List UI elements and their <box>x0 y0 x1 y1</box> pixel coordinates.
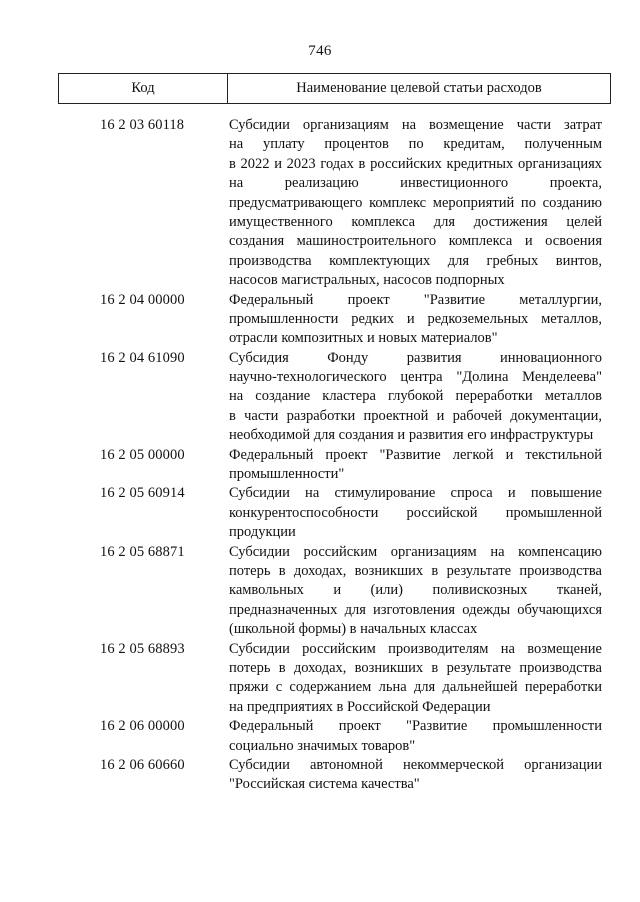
row-code: 16 2 05 68893 <box>100 640 185 657</box>
table-row <box>0 291 640 349</box>
page-number: 746 <box>308 43 332 59</box>
row-code: 16 2 04 00000 <box>100 291 185 308</box>
description-line: Субсидии на стимулирование спроса и повышение <box>229 485 602 502</box>
description-line: научно-технологического центра "Долина Менделеева" <box>229 369 602 386</box>
description-line: (школьной формы) в начальных классах <box>229 621 478 638</box>
description-line: в 2022 и 2023 годах в российских кредитных организациях <box>229 155 602 172</box>
description-line: конкурентоспособности российской промышленной <box>229 504 602 521</box>
row-description <box>229 116 602 291</box>
description-line: производства комплектующих для гребных винтов, <box>229 252 602 269</box>
description-line: имущественного комплекса для достижения целей <box>229 213 602 230</box>
description-line: Субсидия Фонду развития инновационного <box>229 349 602 366</box>
row-code: 16 2 04 61090 <box>100 349 185 366</box>
table-row <box>0 349 640 446</box>
row-description <box>229 291 602 349</box>
description-line: Федеральный проект "Развитие легкой и текстильной <box>229 446 602 463</box>
description-line: отрасли композитных и новых материалов" <box>229 330 498 347</box>
description-line: на реализацию инвестиционного проекта, <box>229 175 602 192</box>
description-line: предназначенных для изготовления одежды обучающихся <box>229 601 602 618</box>
row-description <box>229 349 602 446</box>
table-body <box>0 116 640 795</box>
row-description <box>229 484 602 542</box>
row-description <box>229 640 602 718</box>
description-line: "Российская система качества" <box>229 776 420 793</box>
row-code: 16 2 05 68871 <box>100 543 185 560</box>
description-line: на уплату процентов по кредитам, полученным <box>229 136 602 153</box>
description-line: Федеральный проект "Развитие металлургии, <box>229 291 602 308</box>
table-row <box>0 446 640 485</box>
description-line: предусматривающего комплекс мероприятий по созданию <box>229 194 602 211</box>
description-line: промышленности редких и редкоземельных металлов, <box>229 310 602 327</box>
description-line: потерь в доходах, возникших в результате производства <box>229 562 602 579</box>
table-row <box>0 116 640 291</box>
description-line: Субсидии российским организациям на компенсацию <box>229 543 602 560</box>
description-line: в части разработки проектной и рабочей документации, <box>229 407 602 424</box>
table-row <box>0 640 640 718</box>
description-line: Субсидии российским производителям на возмещение <box>229 640 602 657</box>
header-name-column: Наименование целевой статьи расходов <box>296 80 542 96</box>
description-line: необходимой для создания и развития его инфраструктуры <box>229 427 594 444</box>
description-line: создания машиностроительного комплекса и освоения <box>229 233 602 250</box>
row-description <box>229 717 602 756</box>
description-line: Субсидии организациям на возмещение части затрат <box>229 117 602 133</box>
description-line: насосов магистральных, насосов подпорных <box>229 272 505 289</box>
description-line: камвольных и (или) поливискозных тканей, <box>229 582 602 599</box>
table-header <box>58 73 611 104</box>
table-row <box>0 717 640 756</box>
description-line: потерь в доходах, возникших в результате производства <box>229 659 602 676</box>
description-line: Федеральный проект "Развитие промышленности <box>229 718 602 735</box>
row-description <box>229 446 602 485</box>
description-line: пряжи с содержанием льна для дальнейшей переработки <box>229 679 602 696</box>
row-code: 16 2 06 60660 <box>100 756 185 773</box>
row-description <box>229 543 602 640</box>
table-row <box>0 543 640 640</box>
header-code-column: Код <box>59 74 228 103</box>
description-line: на создание кластера глубокой переработки металлов <box>229 388 602 405</box>
table-row <box>0 484 640 542</box>
row-code: 16 2 06 00000 <box>100 718 185 735</box>
row-code: 16 2 05 00000 <box>100 446 185 463</box>
description-line: социально значимых товаров" <box>229 737 416 754</box>
row-code: 16 2 03 60118 <box>100 117 185 133</box>
row-code: 16 2 05 60914 <box>100 485 185 502</box>
row-description <box>229 756 602 795</box>
description-line: Субсидии автономной некоммерческой организации <box>229 756 602 773</box>
description-line: на предприятиях в Российской Федерации <box>229 698 491 715</box>
table-row <box>0 756 640 795</box>
description-line: продукции <box>229 524 296 541</box>
description-line: промышленности" <box>229 466 345 483</box>
